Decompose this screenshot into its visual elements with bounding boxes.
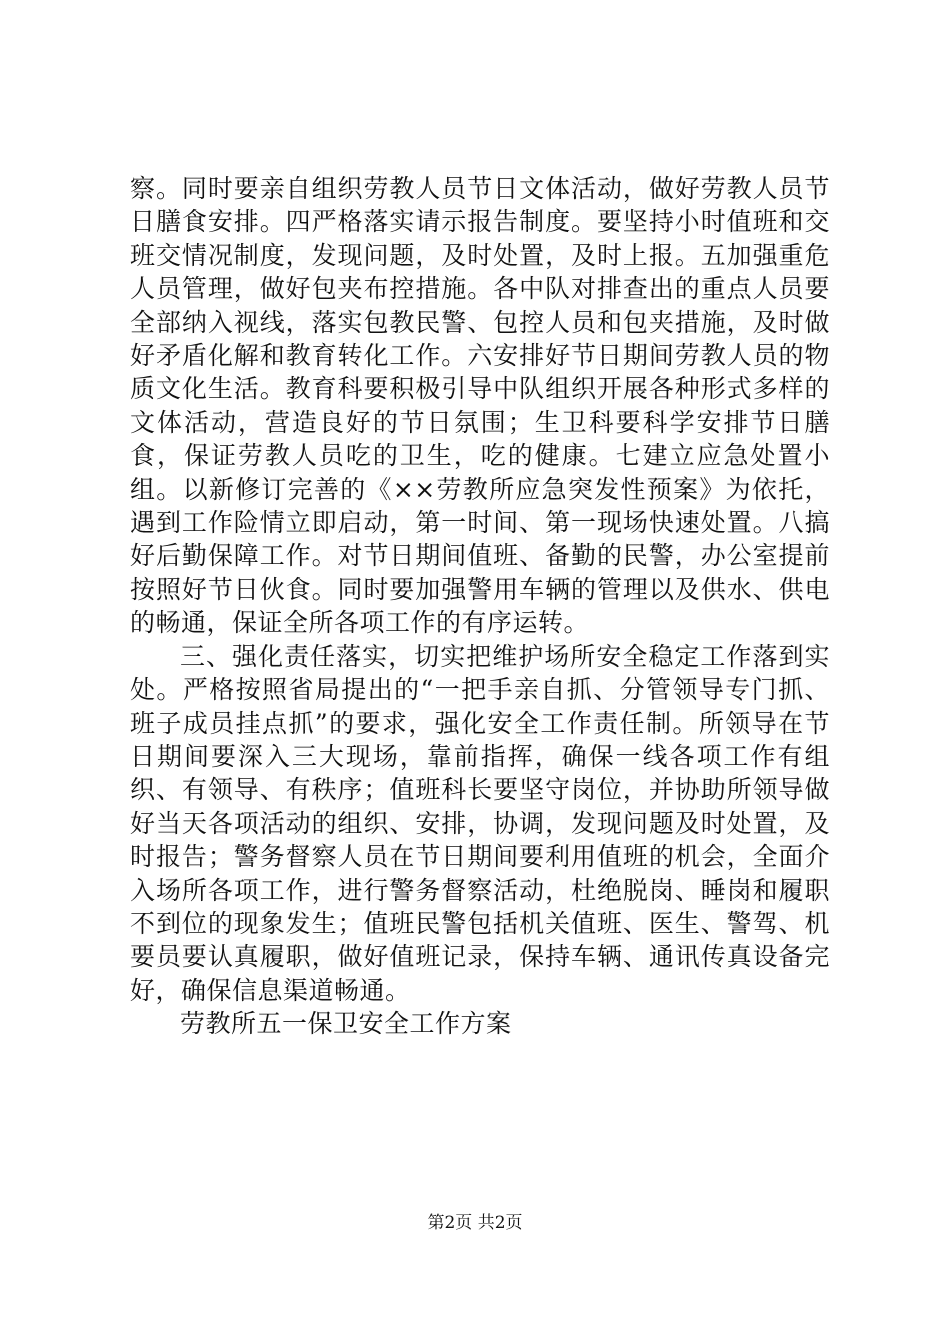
page-footer <box>0 1212 950 1234</box>
paragraph-2: 三、强化责任落实，切实把维护场所安全稳定工作落到实处。严格按照省局提出的“一把手亲自抓、分管领导专门抓、班子成员挂点抓”的要求，强化安全工作责任制。所领导在节日期间要深入三大现场，靠前指挥，确保一线各项工作有组织、有领导、有秩序；值班科长要坚守岗位，并协助所领导做好当天各项活动的组织、安排，协调，发现问题及时处置，及时报告；警务督察人员在节日期间要利用值班的机会，全面介入场所各项工作，进行警务督察活动，杜绝脱岗、睡岗和履职不到位的现象发生；值班民警包括机关值班、医生、警驾、机要员要认真履职，做好值班记录，保持车辆、通讯传真设备完好，确保信息渠道畅通。 <box>130 641 830 1005</box>
page-number-label: 第2页 共2页 <box>427 1213 523 1233</box>
document-body <box>130 172 830 1041</box>
paragraph-1: 察。同时要亲自组织劳教人员节日文体活动，做好劳教人员节日膳食安排。四严格落实请示报告制度。要坚持小时值班和交班交情况制度，发现问题，及时处置，及时上报。五加强重危人员管理，做好包夹布控措施。各中队对排查出的重点人员要全部纳入视线，落实包教民警、包控人员和包夹措施，及时做好矛盾化解和教育转化工作。六安排好节日期间劳教人员的物质文化生活。教育科要积极引导中队组织开展各种形式多样的文体活动，营造良好的节日氛围；生卫科要科学安排节日膳食，保证劳教人员吃的卫生，吃的健康。七建立应急处置小组。以新修订完善的《××劳教所应急突发性预案》为依托，遇到工作险情立即启动，第一时间、第一现场快速处置。八搞好后勤保障工作。对节日期间值班、备勤的民警，办公室提前按照好节日伙食。同时要加强警用车辆的管理以及供水、供电的畅通，保证全所各项工作的有序运转。 <box>130 174 830 638</box>
paragraph-3-closing-title: 劳教所五一保卫安全工作方案 <box>180 1009 512 1039</box>
